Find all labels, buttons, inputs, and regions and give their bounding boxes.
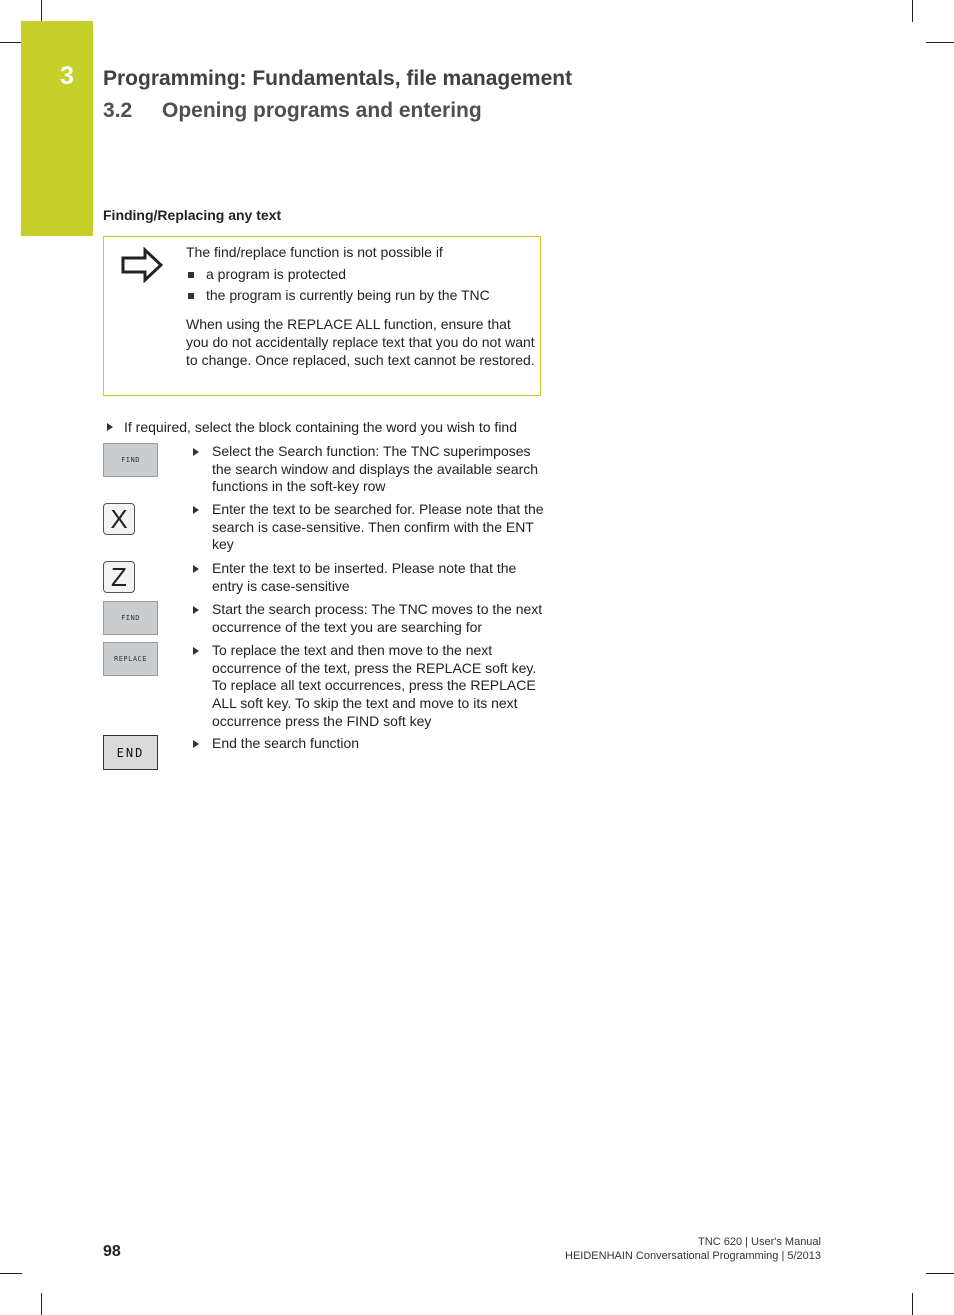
note-content (186, 244, 536, 369)
crop-mark (41, 0, 42, 22)
step-text: End the search function (212, 735, 360, 751)
triangle-bullet-icon (193, 448, 199, 456)
step-item (193, 443, 545, 496)
note-intro: The find/replace function is not possible if (186, 244, 443, 260)
triangle-bullet-icon (193, 565, 199, 573)
footer-line-1: TNC 620 | User's Manual (698, 1236, 821, 1248)
triangle-bullet-icon (193, 506, 199, 514)
note-box (103, 236, 541, 396)
crop-mark (0, 1273, 22, 1274)
note-bullet-text: a program is protected (206, 265, 347, 282)
triangle-bullet-icon (107, 423, 113, 431)
triangle-bullet-icon (193, 740, 199, 748)
find-softkey[interactable]: FIND (103, 601, 158, 635)
find-softkey[interactable]: FIND (103, 443, 158, 477)
step-item (193, 735, 545, 753)
crop-mark (912, 1293, 913, 1315)
step-text: Enter the text to be searched for. Please note that the search is case-sensitive. Then confirm with the ENT key (212, 501, 544, 553)
chapter-title: Programming: Fundamentals, file management (103, 67, 573, 90)
chapter-number: 3 (60, 62, 74, 90)
end-key[interactable]: END (103, 735, 158, 770)
step-text: To replace the text and then move to the next occurrence of the text, press the REPLACE soft key. To replace all text occurrences, press the REPLACE ALL soft key. To skip the text and move to its next occurrence press the FIND soft key (212, 642, 537, 729)
page-number: 98 (103, 1243, 121, 1260)
triangle-bullet-icon (193, 647, 199, 655)
intro-step-text: If required, select the block containing the word you wish to find (124, 419, 517, 435)
footer (565, 1235, 821, 1263)
footer-line-2: HEIDENHAIN Conversational Programming | 5/2013 (565, 1250, 821, 1262)
bullet-square-icon (188, 272, 194, 278)
bullet-square-icon (188, 293, 194, 299)
step-text: Enter the text to be inserted. Please note that the entry is case-sensitive (212, 560, 517, 594)
section-title: Opening programs and entering (162, 99, 482, 122)
x-key[interactable]: X (103, 503, 135, 535)
z-key[interactable]: Z (103, 561, 135, 593)
note-bullet (186, 287, 536, 305)
step-item (193, 560, 545, 595)
crop-mark (0, 42, 22, 43)
replace-softkey[interactable]: REPLACE (103, 642, 158, 676)
chapter-tab (21, 21, 93, 236)
step-text: Select the Search function: The TNC superimposes the search window and displays the available search functions in the soft-key row (212, 443, 539, 495)
crop-mark (41, 1293, 42, 1315)
step-item (193, 601, 545, 636)
triangle-bullet-icon (193, 606, 199, 614)
note-bullet-text: the program is currently being run by the TNC (206, 287, 490, 304)
subheading: Finding/Replacing any text (103, 207, 282, 223)
section-number: 3.2 (103, 99, 133, 122)
step-text: Start the search process: The TNC moves to the next occurrence of the text you are searching for (212, 601, 543, 635)
crop-mark (926, 42, 954, 43)
note-bullet (186, 266, 536, 284)
crop-mark (912, 0, 913, 22)
crop-mark (926, 1273, 954, 1274)
step-item (193, 501, 545, 554)
arrow-right-icon (121, 247, 163, 283)
intro-step (107, 419, 517, 437)
step-item (193, 642, 545, 731)
note-paragraph: When using the REPLACE ALL function, ensure that you do not accidentally replace text that you do not want to change. Once replaced, such text cannot be restored. (186, 316, 535, 368)
